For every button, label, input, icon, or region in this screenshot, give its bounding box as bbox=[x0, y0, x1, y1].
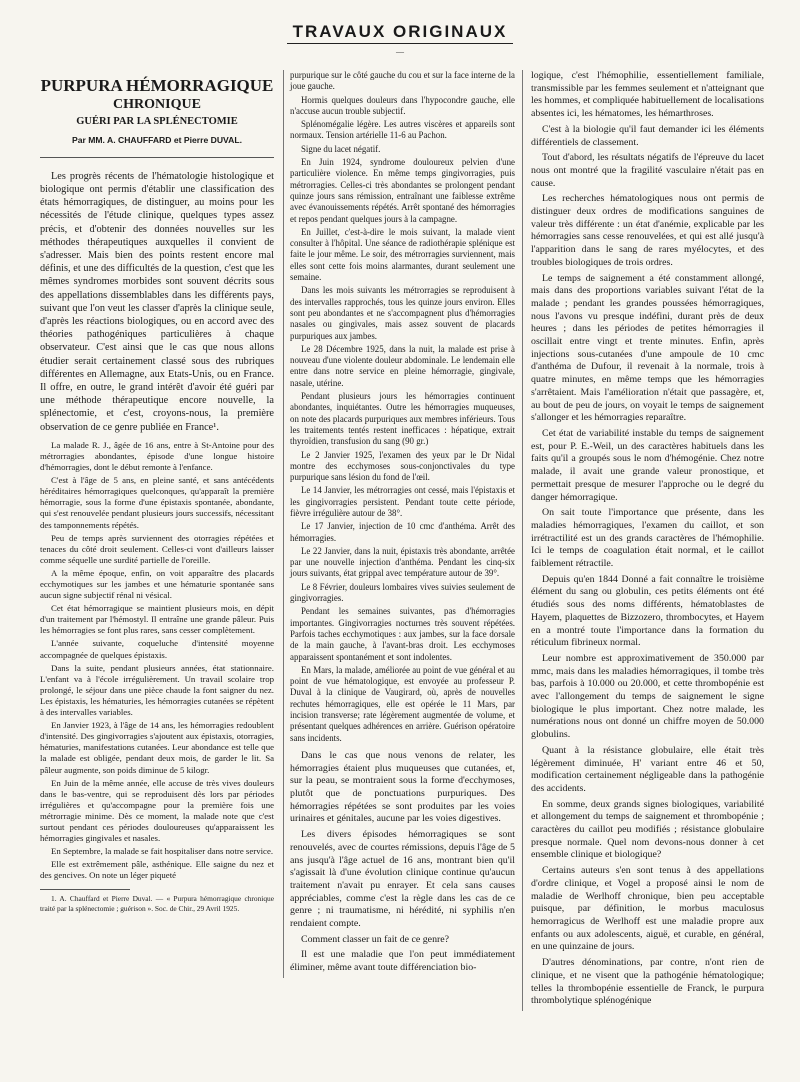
paragraph: Le 8 Février, douleurs lombaires vives suivies seulement de gingivorragies. bbox=[290, 581, 515, 604]
paragraph: Les recherches hématologiques nous ont permis de distinguer deux ordres de modifications sanguines de valeur très différente : un état d'anémie, explicable par les hémorragies sans cesse renouvelées, et qui est allé jusqu'à l'apparition dans le sang de rares myélocytes, et des troubles biologiques de trois ordres. bbox=[531, 193, 764, 268]
paragraph: purpurique sur le côté gauche du cou et sur la face interne de la joue gauche. bbox=[290, 70, 515, 92]
title-rule bbox=[40, 157, 274, 158]
paragraph: En Juin de la même année, elle accuse de très vives douleurs dans le bas-ventre, qui se reproduisent dès lors par périodes irrégulières et qu'accompagne pour la première fois une métrorragie minime. Dès ce moment, la malade note que c'est surtout pendant ces périodes douloureuses qu'apparaissent les hémorragies gingivales et nasales. bbox=[40, 777, 274, 844]
paragraph: Le 14 Janvier, les métrorragies ont cessé, mais l'épistaxis et les gingivorragies persistent. Pendant toute cette période, fièvre irrégulière autour de 38°. bbox=[290, 485, 515, 518]
paragraph: Cet état de variabilité instable du temps de saignement est, pour P. E.-Weil, un des caractères habituels dans les faits qu'il a groupés sous le nom d'hémogénie. Chez notre malade, il avait une grande valeur pronostique, et permettait presque de mesurer l'approche ou le degré du danger hémorragique. bbox=[531, 427, 764, 503]
paragraph: Hormis quelques douleurs dans l'hypocondre gauche, elle n'accuse aucun trouble subjectif. bbox=[290, 94, 515, 116]
paragraph: Pendant plusieurs jours les hémorragies continuent abondantes, inquiétantes. Outre les hémorragies muqueuses, on note des placards purpuriques aux membres inférieurs. Tous les traitements tentés restent inefficaces : hépatique, extrait thyroïdien, transfusion du sang (90 gr.) bbox=[290, 391, 515, 447]
paragraph: Elle est extrêmement pâle, asthénique. Elle saigne du nez et des gencives. On note un léger piqueté bbox=[40, 859, 274, 881]
paragraph: Les divers épisodes hémorragiques se sont renouvelés, avec de courtes rémissions, depuis l'âge de 5 ans jusqu'à l'âge actuel de 16 ans, montrant bien qu'il s'agissait là d'une évolution clinique continue qu'aucun traitement n'avait pu enrayer. Et cela sans causes appréciables, comme c'est la règle dans les cas de ce genre ; ni traumatisme, ni hérédité, ni syphilis n'en rendaient compte. bbox=[290, 829, 515, 930]
paragraph: Il est une maladie que l'on peut immédiatement éliminer, même avant toute différenciation bio- bbox=[290, 949, 515, 974]
paragraph: Splénomégalie légère. Les autres viscères et appareils sont normaux. Tension artérielle 11-6 au Pachon. bbox=[290, 119, 515, 141]
right-column bbox=[522, 70, 764, 1011]
paragraph: Le 28 Décembre 1925, dans la nuit, la malade est prise à nouveau d'une violente douleur abdominale. Le lendemain elle entre dans notre service en pleine hémorragie, gingivale, nasale, utérine. bbox=[290, 343, 515, 388]
paragraph: En Mars, la malade, améliorée au point de vue général et au point de vue hématologique, est envoyée au professeur P. Duval à la clinique de Vaugirard, où, après de nouvelles rechutes hémorragiques, elle est opérée le 11 Mars, par incision transverse; rate légèrement augmentée de volume, et présentant quelques adhérences en arrière. Guérison opératoire sans incidents. bbox=[290, 664, 515, 743]
intro-text bbox=[40, 170, 274, 434]
paragraph: L'année suivante, coqueluche d'intensité moyenne accompagnée de quelques épistaxis. bbox=[40, 638, 274, 660]
paragraph: La malade R. J., âgée de 16 ans, entre à St-Antoine pour des métrorragies abondantes, épisode d'une longue histoire d'hémorragies, dont le début remonte à l'enfance. bbox=[40, 439, 274, 473]
left-column bbox=[40, 70, 274, 914]
paragraph: Dans les mois suivants les métrorragies se reproduisent à des intervalles rapprochés, tous les quinze jours environ. Elles sont peu abondantes et ne s'accompagnent plus d'hémorragies nasales ou gingivales, mais assez souvent de placards purpuriques aux jambes. bbox=[290, 285, 515, 341]
footnote-rule bbox=[40, 889, 130, 890]
paragraph: En Janvier 1923, à l'âge de 14 ans, les hémorragies redoublent d'intensité. Des gingivorragies s'ajoutent aux épistaxis, otorragies, hématuries, manifestations cutanées. Leur abondance est telle que la malade est obligée, pendant deux mois, de garder le lit. Sa pâleur augmente, son poids diminue de 5 kilogr. bbox=[40, 720, 274, 775]
article-subtitle-2: GUÉRI PAR LA SPLÉNECTOMIE bbox=[76, 116, 238, 127]
paragraph: Le 17 Janvier, injection de 10 cmc d'anthéma. Arrêt des hémorragies. bbox=[290, 521, 515, 543]
paragraph: En Juillet, c'est-à-dire le mois suivant, la malade vient consulter à l'hôpital. Une séance de radiothérapie splénique est faite le jour même. Le soir, des métrorragies surviennent, mais elles sont cette fois moins alarmantes, durant seulement une semaine. bbox=[290, 226, 515, 283]
paragraph: En Juin 1924, syndrome douloureux pelvien d'une particulière violence. En même temps gingivorragies, puis métrorragies. Celles-ci très abondantes se prolongent pendant quinze jours sans rémission, entraînant une faiblesse extrême avec évanouissements répétés. Arrêt spontané des hémorragies et repos pendant quelques jours à la campagne. bbox=[290, 157, 515, 224]
paragraph: Peu de temps après surviennent des otorragies répétées et tenaces du côté droit seulement. Celles-ci vont d'ailleurs laisser comme séquelle une surdité partielle de l'oreille. bbox=[40, 532, 274, 565]
paragraph: En Septembre, la malade se fait hospitaliser dans notre service. bbox=[51, 846, 274, 857]
paragraph: Signe du lacet négatif. bbox=[301, 143, 381, 154]
paragraph: On sait toute l'importance que présente, dans les maladies hémorragiques, l'examen du caillot, et son irrétractilité est un des grands caractères de l'hémophilie. Ici le temps de coagulation était normal, et le caillot faiblement rétractile. bbox=[531, 507, 764, 570]
paragraph: Comment classer un fait de ce genre? bbox=[301, 933, 450, 945]
paragraph: logique, c'est l'hémophilie, essentiellement familiale, transmissible par les femmes seulement et n'atteignant que les hommes, et compliquée habituellement de localisations absentes ici, les hématomes, les hémarthroses. bbox=[531, 70, 764, 120]
paragraph: C'est à l'âge de 5 ans, en pleine santé, et sans antécédents héréditaires hémorragiques quelconques, qu'apparaît la première hémorragie, sous la forme d'une épistaxis spontanée, abondante, qui s'est renouvelée pendant plusieurs jours successifs, nécessitant des tamponnements répétés. bbox=[40, 475, 274, 530]
paragraph: A la même époque, enfin, on voit apparaître des placards ecchymotiques sur les jambes et une hématurie spontanée sans aucun signe subjectif rénal ni vésical. bbox=[40, 567, 274, 601]
paragraph: C'est à la biologie qu'il faut demander ici les éléments différentiels de classement. bbox=[531, 123, 764, 148]
discussion-middle bbox=[290, 750, 515, 975]
article-authors: Par MM. A. CHAUFFARD et Pierre DUVAL. bbox=[72, 135, 242, 146]
paragraph: Le 2 Janvier 1925, l'examen des yeux par le Dr Nidal montre des ecchymoses sous-conjonctivales du type purpurique sans lésion du fond de l'œil. bbox=[290, 449, 515, 483]
paragraph: Leur nombre est approximativement de 350.000 par mmc, mais dans les maladies hémorragiques, il tombe très bas, parfois à 10.000 ou 20.000, et cette thrombopénie est avec l'allongement du temps de saignement le signe biologique le plus important. Chez notre malade, les numérations nous ont donné un chiffre moyen de 50.000 globulins. bbox=[531, 652, 764, 741]
paragraph: Tout d'abord, les résultats négatifs de l'épreuve du lacet nous ont montré que la fragilité vasculaire n'était pas en cause. bbox=[531, 152, 764, 189]
paragraph: Dans la suite, pendant plusieurs années, état stationnaire. L'enfant va à l'école irrégulièrement. Un travail scolaire trop prolongé, le séjour dans une pièce chaude la font saigner du nez. Les épistaxis, les hématuries, les hémorragies cutanées se répètent à des intervalles variables. bbox=[40, 662, 274, 718]
paragraph: Quant à la résistance globulaire, elle était très légèrement diminuée, H' variant entre 46 et 50, modification certainement négligeable dans la pathogénie des accidents. bbox=[531, 744, 764, 794]
paragraph: D'autres dénominations, par contre, n'ont rien de clinique, et ne visent que la pathogénie hématologique; telles la thrombopénie essentielle de Franck, le purpura thrombolytique splénogénique bbox=[531, 957, 764, 1007]
article-title: PURPURA HÉMORRAGIQUE bbox=[40, 76, 274, 95]
paragraph: Le 22 Janvier, dans la nuit, épistaxis très abondante, arrêtée par une nouvelle injection d'anthéma. Pendant les cinq-six jours suivants, état grippal avec température autour de 39°. bbox=[290, 545, 515, 579]
middle-column bbox=[283, 70, 515, 978]
case-report-left bbox=[40, 440, 274, 882]
folio-mark: — bbox=[396, 47, 404, 56]
article-subtitle: CHRONIQUE bbox=[113, 97, 201, 112]
paragraph: Les progrès récents de l'hématologie histologique et biologique ont permis d'établir une classification des états hémorragiques, de distinguer, au moins pour les nécessités de l'étude clinique, quelques types assez précis, et d'obtenir des données nouvelles sur les méthodes thérapeutiques auxquelles il convient de s'adresser. Mais bien des points restent encore mal définis, et une des difficultés de la question, c'est que les mêmes syndromes morbides sont souvent décrits sous des appellations dissemblables dans les différents pays, suivant que l'on veut les classer d'après la clinique seule, d'après les réactions biologiques, ou en accord avec des théories pathogéniques particulières à chaque observateur. C'est ainsi que le cas que nous allons étudier serait certainement classé sous des rubriques différentes en Allemagne, aux Etats-Unis, ou en France. Il offre, en outre, le grand intérêt d'avoir été guéri par une méthode thérapeutique encore nouvelle, la splénectomie, et c'est, croyons-nous, la première observation de ce genre publiée en France¹. bbox=[40, 170, 274, 433]
paragraph: Cet état hémorragique se maintient plusieurs mois, en dépit d'un traitement par l'hémostyl. Il entraîne une grande pâleur. Puis les hémorragies se font plus rares, sans cesser complètement. bbox=[40, 603, 274, 636]
paragraph: En somme, deux grands signes biologiques, variabilité et allongement du temps de saignement et thrombopénie ; caractères du caillot peu modifiés ; résistance globulaire presque normale. Quel nom devons-nous donner à cet ensemble clinique et biologique? bbox=[531, 798, 764, 861]
paragraph: Le temps de saignement a été constamment allongé, mais dans des proportions variables suivant l'état de la malade ; pendant les grandes poussées hémorragiques, nous l'avons vu presque indéfini, durant près de deux heures ; dans les périodes de petites hémorragies il oscillait entre vingt et trente minutes. Enfin, après injections sous-cutanées d'une ampoule de 10 cmc d'anthéma de Dufour, il revenait à la normale, trois à quatre minutes, en même temps que les hémorragies s'arrêtaient. Mais l'amélioration n'était que passagère, et, au bout de peu de jours, on voyait le temps de saignement s'allonger et les hémorragies reparaître. bbox=[531, 272, 764, 424]
footnote: 1. A. Chauffard et Pierre Duval. — « Purpura hémorragique chronique traité par la splénectomie ; guérison ». Soc. de Chir., 29 Avril 1925. bbox=[40, 894, 274, 914]
running-title: TRAVAUX ORIGINAUX bbox=[287, 22, 514, 44]
paragraph: Depuis qu'en 1844 Donné a fait connaître le troisième élément du sang ou globulin, ces petits éléments ont été étudiés sous des noms différents, hématoblastes de Hayem, plaquettes de Bizzozero, thrombocytes, et Hayem en a montré toute l'importance dans la formation du réticulum fibrineux normal. bbox=[531, 573, 764, 649]
page-header bbox=[0, 22, 800, 56]
case-report-middle bbox=[290, 70, 515, 744]
paragraph: Certains auteurs s'en sont tenus à des appellations d'ordre clinique, et Vogel a proposé ainsi le nom de maladie de Werlhoff chronique, bien peu acceptable puisque, par définition, le morbus maculosus hemorragicus de Werlhoff est une maladie propre aux enfants ou aux adolescents, aiguë, et curable, en général, en une quinzaine de jours. bbox=[531, 865, 764, 953]
paragraph: Dans le cas que nous venons de relater, les hémorragies étaient plus muqueuses que cutanées, et, sur la peau, se montraient sous la forme d'ecchymoses, plutôt que de ponctuations purpuriques. Des hémorragies répétées se sont produites par les voies urinaires et génitales, aucune par les voies digestives. bbox=[290, 749, 515, 825]
paragraph: Pendant les semaines suivantes, pas d'hémorragies importantes. Gingivorragies nocturnes très souvent répétées. Parfois taches ecchymotiques : aux jambes, sur la face dorsale de la main gauche, à l'avant-bras droit. Les ecchymoses apparaissent spontanément et sont indolentes. bbox=[290, 606, 515, 662]
